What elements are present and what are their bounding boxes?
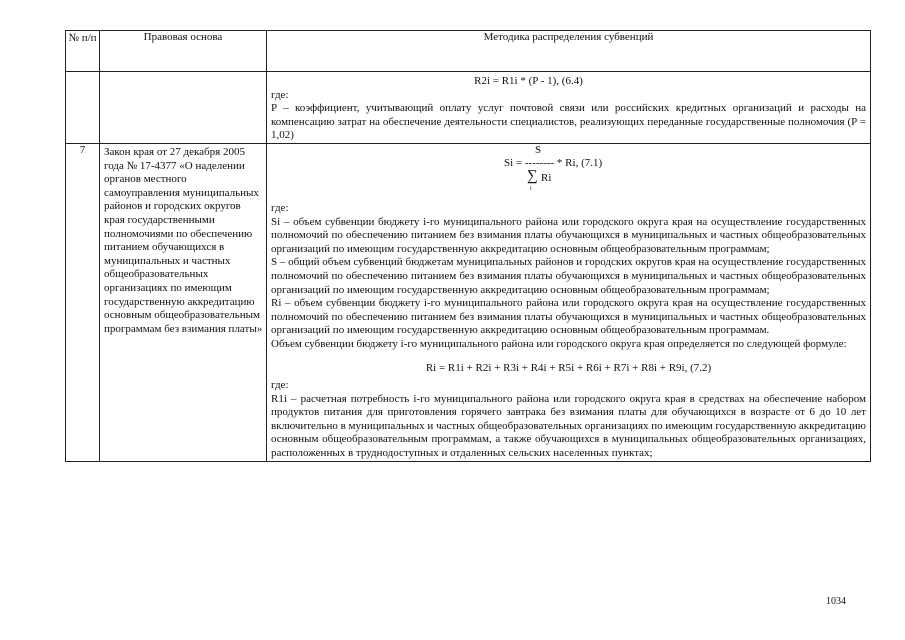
s-definition: S – общий объем субвенций бюджетам муниципальных районов и городских округов края на осуществление государственных полномочий по обеспечению питанием без взимания платы обучающихся в муниципальных и частных общеобразовательных организаций по имеющим государственную аккредитацию основным общеобразовательным программам;: [271, 256, 866, 296]
where-label-2: где:: [271, 379, 289, 392]
row-number: 7: [66, 143, 100, 461]
where-label-1: где:: [271, 201, 289, 214]
law-text: Закон края от 27 декабря 2005 года № 17-4377 «О наделении органов местного самоуправления муниципальных районов и городских округов края государственными полномочиями по обеспечению питанием обучающихся в муниципальных и частных общеобразовательных организациях по имеющим государственную аккредитацию основным общеобразовательным программам без взимания платы»: [104, 145, 263, 335]
where-label: где:: [271, 88, 289, 101]
cell-method-7: [267, 143, 871, 461]
formula-sum-index: i: [530, 185, 532, 192]
formula-7-2: Ri = R1i + R2i + R3i + R4i + R5i + R6i + R7i + R8i + R9i, (7.2): [425, 361, 712, 374]
table-row-7: [66, 143, 871, 461]
table-header-row: [66, 31, 871, 72]
cell-num-empty: [66, 72, 100, 144]
cell-method-previous: [267, 72, 871, 144]
sigma-symbol: ∑: [527, 167, 538, 184]
r1i-definition: R1i – расчетная потребность i-го муниципального района или городского округа края в средствах на обеспечение набором продуктов питания для приготовления горячего завтрака без взимания платы для обучающихся в возрасте от 6 до 10 лет включительно в муниципальных и частных общеобразовательных организациях по имеющим государственную аккредитацию основным общеобразовательным программам, а также обучающихся в муниципальных общеобразовательных организациях, расположенных в труднодоступных и отдаленных сельских населенных пунктах;: [271, 392, 866, 460]
formula-lhs: Si = -------- * Ri, (7.1): [504, 156, 603, 169]
header-law: Правовая основа: [100, 31, 267, 72]
cell-law-empty: [100, 72, 267, 144]
formula-6-4: R2i = R1i * (P - 1), (6.4): [474, 75, 583, 87]
distribution-table: [65, 30, 871, 462]
volume-text: Объем субвенции бюджету i-го муниципального района или городского округа края определяется по следующей формуле:: [271, 337, 847, 350]
formula-denominator: Ri: [541, 171, 552, 184]
formula-7-1: [267, 144, 870, 196]
page-number: 1034: [826, 596, 846, 607]
header-method: Методика распределения субвенций: [267, 31, 871, 72]
cell-law-7: [100, 143, 267, 461]
header-num: № п/п: [66, 31, 100, 72]
table-row-previous: [66, 72, 871, 144]
ri-definition: Ri – объем субвенции бюджету i-го муниципального района или городского округа края на осуществление государственных полномочий по обеспечению питанием без взимания платы обучающихся в муниципальных и частных общеобразовательных организаций по имеющим государственную аккредитацию основным общеобразовательным программам.: [271, 297, 866, 337]
si-definition: Si – объем субвенции бюджету i-го муниципального района или городского округа края на осуществление государственных полномочий по обеспечению питанием без взимания платы обучающихся в муниципальных и частных общеобразовательных организаций по имеющим государственную аккредитацию основным общеобразовательным программам;: [271, 215, 866, 255]
formula-numerator: S: [535, 143, 542, 156]
p-definition: P – коэффициент, учитывающий оплату услуг почтовой связи или российских кредитных организаций и расходы на компенсацию затрат на обеспечение деятельности специалистов, реализующих переданные государственные полномочия (P = 1,02): [271, 102, 866, 142]
